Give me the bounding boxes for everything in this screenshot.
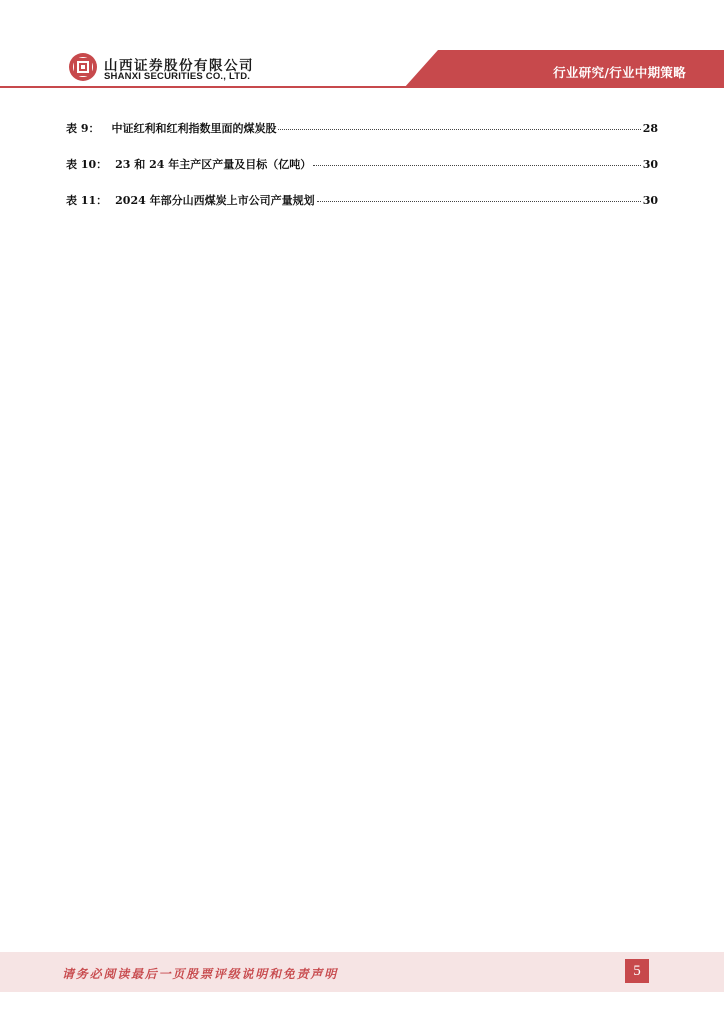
toc-item-title: 23 和 24 年主产区产量及目标（亿吨） <box>115 158 312 171</box>
company-name-en: SHANXI SECURITIES CO., LTD. <box>104 71 251 82</box>
shanxi-securities-logo-icon <box>68 52 98 82</box>
toc-leader-dots <box>278 129 640 130</box>
toc-item-number: 表 9： <box>66 122 100 135</box>
toc-item[interactable] <box>66 192 658 228</box>
toc-item-page: 30 <box>642 158 658 171</box>
toc-leader-dots <box>313 165 640 166</box>
company-name-cn: 山西证券股份有限公司 <box>104 58 254 74</box>
toc-item[interactable] <box>66 120 658 156</box>
disclaimer-notice: 请务必阅读最后一页股票评级说明和免责声明 <box>62 967 339 981</box>
page-number: 5 <box>625 959 649 983</box>
page-footer <box>0 952 724 992</box>
toc-item[interactable] <box>66 156 658 192</box>
toc-item-number: 表 10： <box>66 158 108 171</box>
toc-item-page: 30 <box>642 194 658 207</box>
table-of-contents <box>66 120 658 228</box>
toc-leader-dots <box>317 201 641 202</box>
header-divider <box>0 86 724 88</box>
toc-item-page: 28 <box>642 122 658 135</box>
toc-item-number: 表 11： <box>66 194 108 207</box>
toc-item-title: 2024 年部分山西煤炭上市公司产量规划 <box>115 194 315 207</box>
report-type: 行业研究/行业中期策略 <box>553 65 686 80</box>
toc-item-title: 中证红利和红利指数里面的煤炭股 <box>111 122 277 135</box>
page-header <box>0 0 724 92</box>
